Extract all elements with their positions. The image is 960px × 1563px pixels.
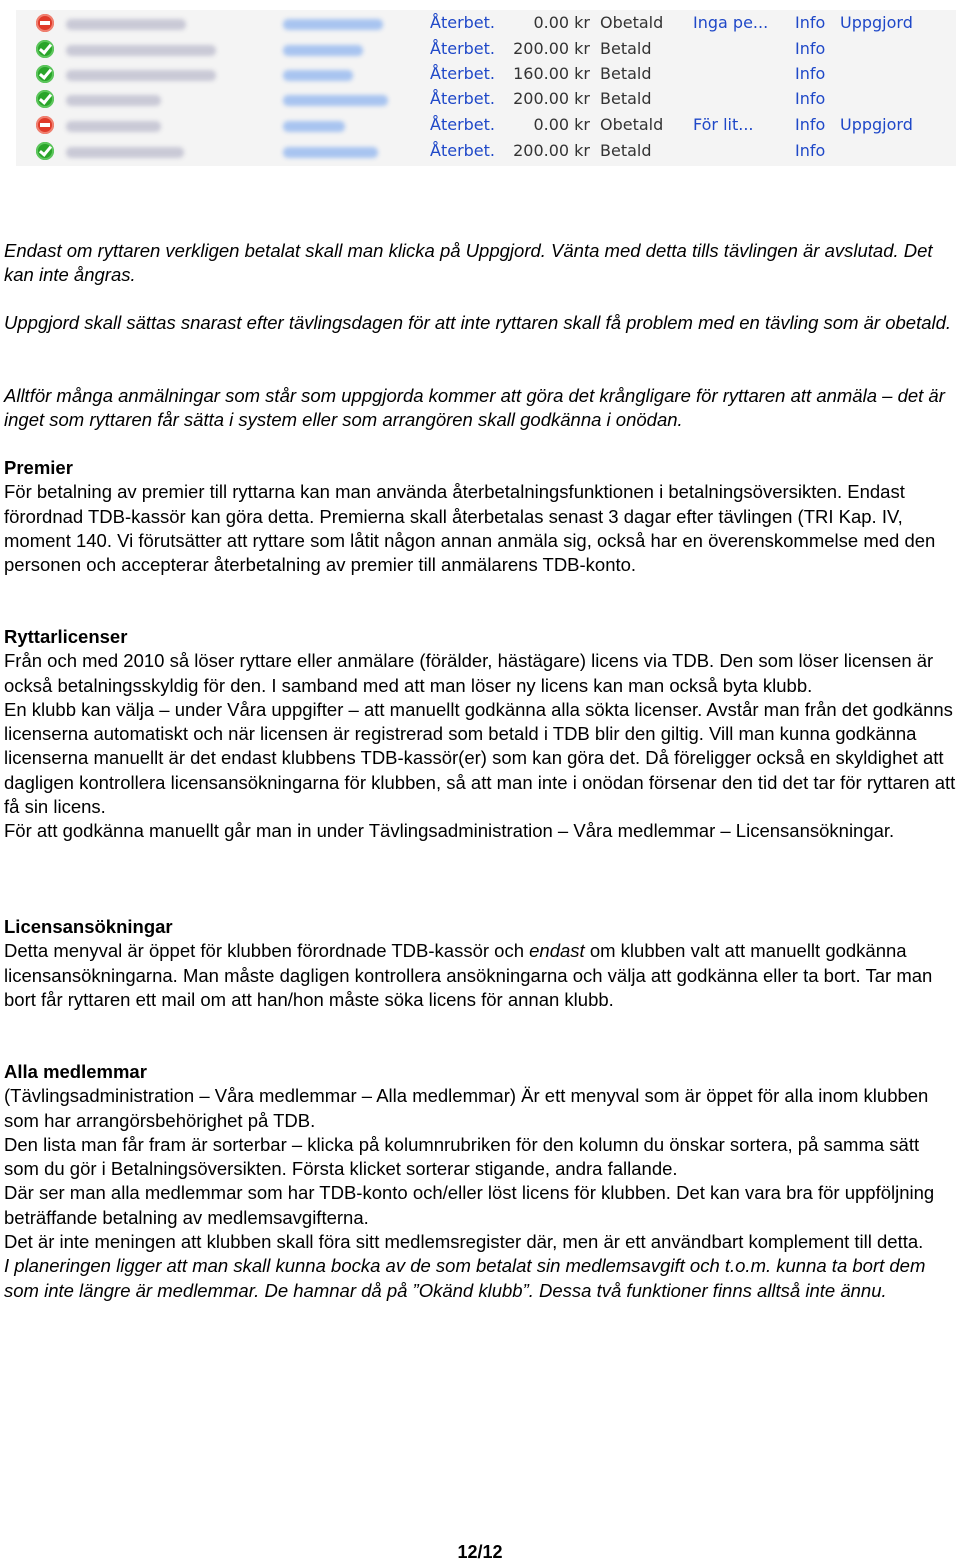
info-link[interactable]: Info <box>795 115 826 134</box>
note-paragraph: Uppgjord skall sättas snarast efter tävlingsdagen för att inte ryttaren skall få problem med en tävling som är obetald. <box>4 312 952 333</box>
table-row <box>16 62 956 87</box>
section-heading: Alla medlemmar <box>4 1061 147 1082</box>
section-text: Från och med 2010 så löser ryttare eller anmälare (förälder, hästägare) licens via TDB. Den som löser licensen är också betalningsskyldig för den. I samband med att man löser ny licens kan man också byta klubb. <box>4 650 934 696</box>
refund-link[interactable]: Återbet. <box>430 141 495 160</box>
refund-link[interactable]: Återbet. <box>430 89 495 108</box>
amount: 200.00 kr <box>513 141 590 160</box>
settle-link[interactable]: Uppgjord <box>840 13 913 32</box>
blurred-rider-name <box>66 121 161 132</box>
info-link[interactable]: Info <box>795 64 826 83</box>
payment-status: Betald <box>600 89 652 108</box>
blurred-rider-name <box>66 95 161 106</box>
info-link[interactable]: Info <box>795 39 826 58</box>
check-icon <box>36 142 54 160</box>
payment-status: Betald <box>600 39 652 58</box>
payment-status: Obetald <box>600 13 664 32</box>
blurred-horse-name <box>283 45 363 56</box>
section-heading: Licensansökningar <box>4 916 173 937</box>
premier-section <box>4 456 956 577</box>
info-link[interactable]: Info <box>795 89 826 108</box>
payment-status: Obetald <box>600 115 664 134</box>
section-text: För att godkänna manuellt går man in under Tävlingsadministration – Våra medlemmar – Licensansökningar. <box>4 820 895 842</box>
check-icon <box>36 40 54 58</box>
section-heading: Premier <box>4 457 73 478</box>
blurred-rider-name <box>66 45 216 56</box>
section-text: Där ser man alla medlemmar som har TDB-konto och/eller löst licens för klubben. Det kan vara bra för uppföljning beträffande betalning av medlemsavgifterna. <box>4 1182 935 1228</box>
info-link[interactable]: Info <box>795 13 826 32</box>
note-paragraph: Endast om ryttaren verkligen betalat skall man klicka på Uppgjord. Vänta med detta tills tävlingen är avslutad. Det kan inte ångras. <box>4 240 933 286</box>
table-row <box>16 87 956 112</box>
settle-link[interactable]: Uppgjord <box>840 115 913 134</box>
refund-link[interactable]: Återbet. <box>430 115 495 134</box>
section-text: I planeringen ligger att man skall kunna bocka av de som betalat sin medlemsavgift och t.o.m. kunna ta bort dem som inte längre är medlemmar. De hamnar då på ”Okänd klubb”. Dessa två funktioner finns alltså inte ännu. <box>4 1255 926 1301</box>
check-icon <box>36 90 54 108</box>
section-text: En klubb kan välja – under Våra uppgifter – att manuellt godkänna alla sökta licenser. Avstår man från det godkänns licenserna automatiskt och när licensen är registrerad som betald i TDB blir den giltig. Vill man kunna godkänna licenserna manuellt är det endast klubbens TDB-kassör(er) som kan göra det. Då föreligger också en skyldighet att dagligen kontrollera licensansökningarna för klubben, så att man inte i onödan försenar den tid det tar för ryttaren att få sin licens. <box>4 698 956 818</box>
table-row <box>16 113 956 138</box>
blurred-horse-name <box>283 70 353 81</box>
blurred-horse-name <box>283 147 378 158</box>
section-text: För betalning av premier till ryttarna kan man använda återbetalningsfunktionen i betalningsöversikten. Endast förordnad TDB-kassör kan göra detta. Premierna skall återbetalas senast 3 dagar efter tävlingen (TRI Kap. IV, moment 140. Vi förutsätter att ryttare som låtit någon annan anmäla sig, också har en överenskommelse med den personen och accepterar återbetalning av premier till anmälarens TDB-konto. <box>4 481 936 576</box>
refund-link[interactable]: Återbet. <box>430 39 495 58</box>
blurred-rider-name <box>66 70 216 81</box>
info-link[interactable]: Info <box>795 141 826 160</box>
blurred-rider-name <box>66 147 184 158</box>
table-row <box>16 139 956 164</box>
note-paragraph: Alltför många anmälningar som står som uppgjorda kommer att göra det krångligare för ryttaren att anmäla – det är inget som ryttaren får sätta i system eller som arrangören skall godkänna i onödan. <box>4 385 945 431</box>
table-row <box>16 11 956 36</box>
payment-table-screenshot <box>16 10 956 166</box>
payment-status: Betald <box>600 64 652 83</box>
amount: 160.00 kr <box>513 64 590 83</box>
blurred-horse-name <box>283 121 345 132</box>
stop-icon <box>36 116 54 134</box>
table-row <box>16 37 956 62</box>
section-heading: Ryttarlicenser <box>4 626 128 647</box>
refund-link[interactable]: Återbet. <box>430 13 495 32</box>
blurred-horse-name <box>283 19 383 30</box>
blurred-horse-name <box>283 95 388 106</box>
section-text: Detta menyval är öppet för klubben förordnade TDB-kassör och endast om klubben valt att manuellt godkänna licensansökningarna. Man måste dagligen kontrollera ansökningarna och välja att godkänna eller ta bort. Tar man bort får ryttaren ett mail om att han/hon måste söka licens för annan klubb. <box>4 940 933 1010</box>
stop-icon <box>36 14 54 32</box>
licensansokningar-section <box>4 915 956 1012</box>
page-number: 12/12 <box>457 1542 503 1562</box>
amount: 0.00 kr <box>533 13 590 32</box>
ryttarlicenser-section <box>4 625 956 844</box>
amount: 200.00 kr <box>513 89 590 108</box>
section-text: (Tävlingsadministration – Våra medlemmar – Alla medlemmar) Är ett menyval som är öppet för alla inom klubben som har arrangörsbehörighet på TDB. <box>4 1085 929 1131</box>
alla-medlemmar-section <box>4 1060 956 1303</box>
refund-link[interactable]: Återbet. <box>430 64 495 83</box>
section-text: Det är inte meningen att klubben skall föra sitt medlemsregister där, men är ett användbart komplement till detta. <box>4 1231 924 1253</box>
amount: 0.00 kr <box>533 115 590 134</box>
amount: 200.00 kr <box>513 39 590 58</box>
section-text: Den lista man får fram är sorterbar – klicka på kolumnrubriken för den kolumn du önskar sortera, på samma sätt som du gör i Betalningsöversikten. Första klicket sorterar stigande, andra fallande. <box>4 1133 920 1180</box>
blurred-rider-name <box>66 19 186 30</box>
note-link[interactable]: För lit... <box>693 115 754 134</box>
payment-status: Betald <box>600 141 652 160</box>
check-icon <box>36 65 54 83</box>
note-link[interactable]: Inga pe... <box>693 13 769 32</box>
